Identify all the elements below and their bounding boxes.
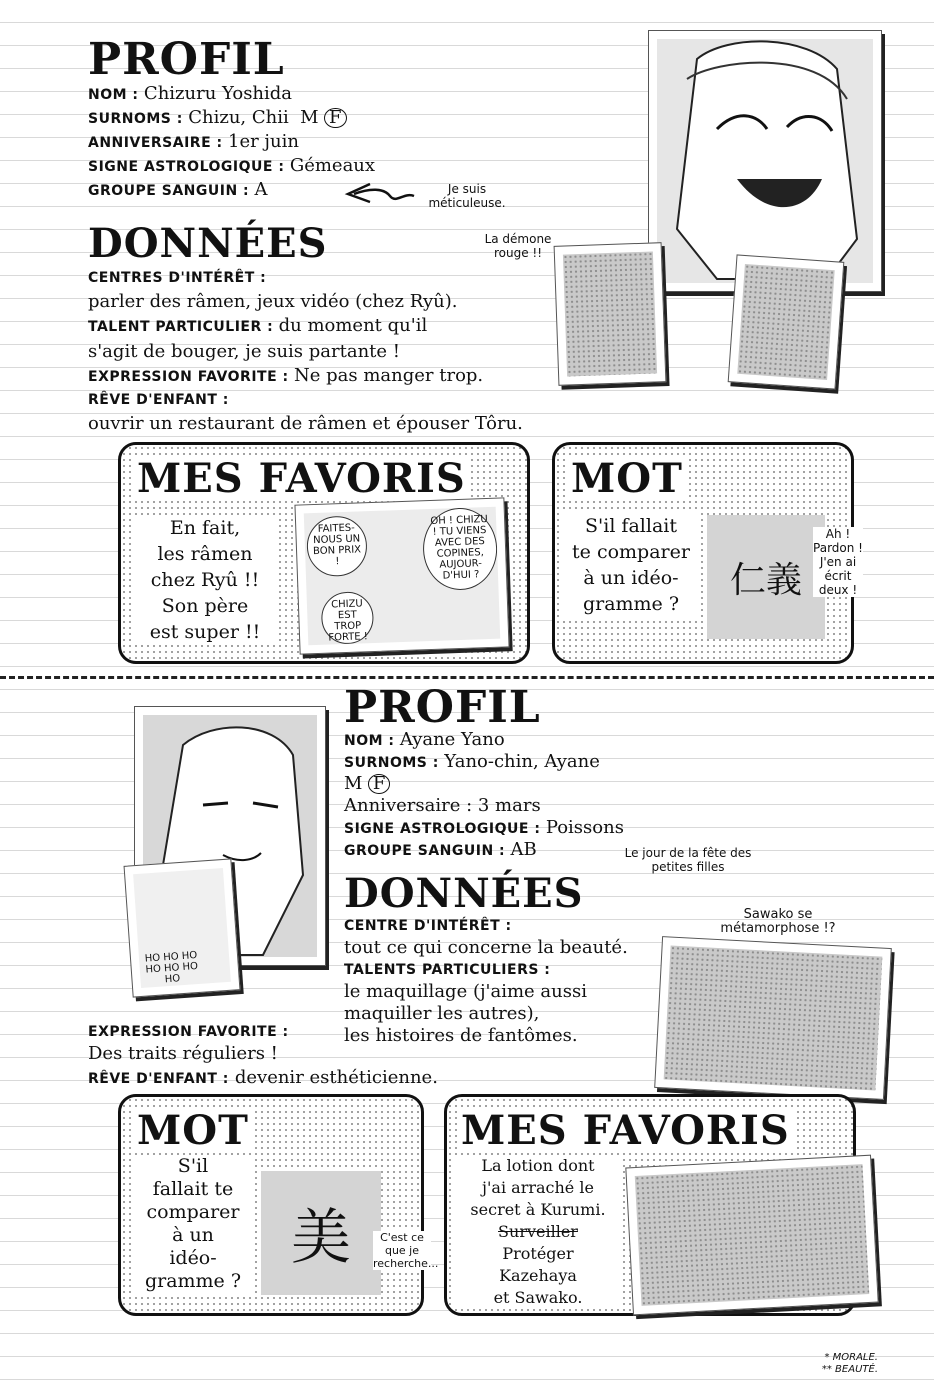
speech-bubble: FAITES-NOUS UN BON PRIX !	[306, 515, 368, 577]
chizuru-centres-value: parler des râmen, jeux vidéo (chez Ryû).	[88, 291, 458, 312]
chizuru-mot-text: S'il fallait te comparer à un idéo- gramme ?	[563, 513, 699, 617]
laugh-text: HO HO HO HO HO HO HO	[144, 950, 199, 986]
chizuru-portrait-photo	[648, 30, 882, 292]
chizuru-expression: EXPRESSION FAVORITE : Ne pas manger trop.	[88, 365, 484, 386]
chizuru-talent: TALENT PARTICULIER : du moment qu'il	[88, 315, 428, 336]
fete-note: Le jour de la fête des petites filles	[624, 846, 752, 874]
sex-f-circled: F	[324, 108, 347, 128]
ayane-talents-value-2: maquiller les autres),	[344, 1003, 540, 1024]
chizuru-eating-photo	[728, 254, 845, 389]
footnotes: * MORALE. ** BEAUTÉ.	[821, 1352, 878, 1375]
ayane-anniversaire: Anniversaire : 3 mars	[344, 795, 541, 816]
speech-bubble: CHIZU EST TROP FORTE !	[321, 591, 375, 645]
ayane-expression-label: EXPRESSION FAVORITE :	[88, 1024, 289, 1040]
ayane-centre-value: tout ce qui concerne la beauté.	[344, 937, 628, 958]
ayane-signe: SIGNE ASTROLOGIQUE : Poissons	[344, 817, 624, 838]
ramen-shop-photo	[294, 497, 509, 654]
meticuleuse-note: Je suis méticuleuse.	[428, 182, 506, 210]
ayane-favoris-text: La lotion dont j'ai arraché le secret à Kurumi. Surveiller Protéger Kazehaya et Sawako.	[455, 1155, 621, 1309]
sawako-makeover-photo	[654, 936, 892, 1100]
sex-f-circled: F	[368, 774, 391, 794]
recherche-note: C'est ce que je recherche...	[373, 1231, 439, 1270]
struck-text: Surveiller	[498, 1222, 578, 1241]
smiling-girl-illustration	[657, 39, 873, 283]
chizuru-talent-cont: s'agit de bouger, je suis partante !	[88, 341, 401, 362]
squiggle-arrow-icon	[340, 178, 420, 208]
kazehaya-sawako-photo	[625, 1155, 878, 1316]
sex-m: M	[344, 773, 363, 794]
sex-m: M	[300, 107, 319, 128]
kanji-box	[707, 515, 825, 639]
chizuru-surnoms: SURNOMS : Chizu, Chii M F	[88, 106, 347, 131]
chizuru-anniversaire: ANNIVERSAIRE : 1er juin	[88, 131, 299, 152]
donnees-title-chizuru: DONNÉES	[88, 220, 328, 267]
demone-note: La démone rouge !!	[484, 232, 552, 260]
chizuru-groupe: GROUPE SANGUIN : A	[88, 179, 268, 200]
favoris-title-ayane: MES FAVORIS	[457, 1111, 794, 1151]
ayane-sex	[344, 772, 390, 796]
chizuru-centres-label: CENTRES D'INTÉRÊT :	[88, 270, 267, 286]
profil-title-ayane: PROFIL	[344, 682, 541, 733]
ayane-talents-value-3: les histoires de fantômes.	[344, 1025, 578, 1046]
ayane-groupe: GROUPE SANGUIN : AB	[344, 839, 537, 860]
speech-bubble: OH ! CHIZU ! TU VIENS AVEC DES COPINES, AUJOUR-D'HUI ?	[422, 507, 499, 592]
chizuru-reve-label: RÊVE D'ENFANT :	[88, 392, 229, 408]
ayane-talents-value-1: le maquillage (j'aime aussi	[344, 981, 587, 1002]
ayane-surnoms: SURNOMS : Yano-chin, Ayane	[344, 751, 600, 772]
profil-title-chizuru: PROFIL	[88, 34, 285, 85]
mot-title-chizuru: MOT	[567, 459, 687, 499]
donnees-title-ayane: DONNÉES	[344, 870, 584, 917]
favoris-title-chizuru: MES FAVORIS	[133, 459, 470, 499]
ayane-talents-label: TALENTS PARTICULIERS :	[344, 962, 551, 978]
sawako-note: Sawako se métamorphose !?	[720, 907, 836, 936]
ayane-reve: RÊVE D'ENFANT : devenir esthéticienne.	[88, 1067, 438, 1088]
ayane-laughing-photo	[124, 858, 241, 997]
chizuru-reve-value: ouvrir un restaurant de râmen et épouser Tôru.	[88, 413, 523, 434]
chizuru-signe: SIGNE ASTROLOGIQUE : Gémeaux	[88, 155, 376, 176]
ayane-nom: NOM : Ayane Yano	[344, 729, 505, 750]
chizuru-angry-photo	[554, 242, 667, 386]
chizuru-favoris-text: En fait, les râmen chez Ryû !! Son père est super !!	[135, 515, 275, 645]
kanji-box	[261, 1171, 381, 1295]
pardon-note: Ah ! Pardon ! J'en ai écrit deux !	[813, 527, 863, 597]
ayane-mot-card	[118, 1094, 439, 1316]
section-divider	[0, 676, 934, 679]
mot-title-ayane: MOT	[133, 1111, 253, 1151]
ayane-centre-label: CENTRE D'INTÉRÊT :	[344, 918, 512, 934]
ayane-mot-text: S'il fallait te comparer à un idéo- gramme ?	[133, 1155, 253, 1293]
chizuru-favoris-card	[118, 442, 530, 664]
ayane-expression-value: Des traits réguliers !	[88, 1043, 278, 1064]
ayane-favoris-card	[444, 1094, 856, 1316]
chizuru-nom: NOM : Chizuru Yoshida	[88, 83, 293, 104]
chizuru-mot-card	[552, 442, 863, 664]
kanji: 美	[291, 1203, 351, 1273]
kanji: 仁義	[729, 559, 802, 601]
